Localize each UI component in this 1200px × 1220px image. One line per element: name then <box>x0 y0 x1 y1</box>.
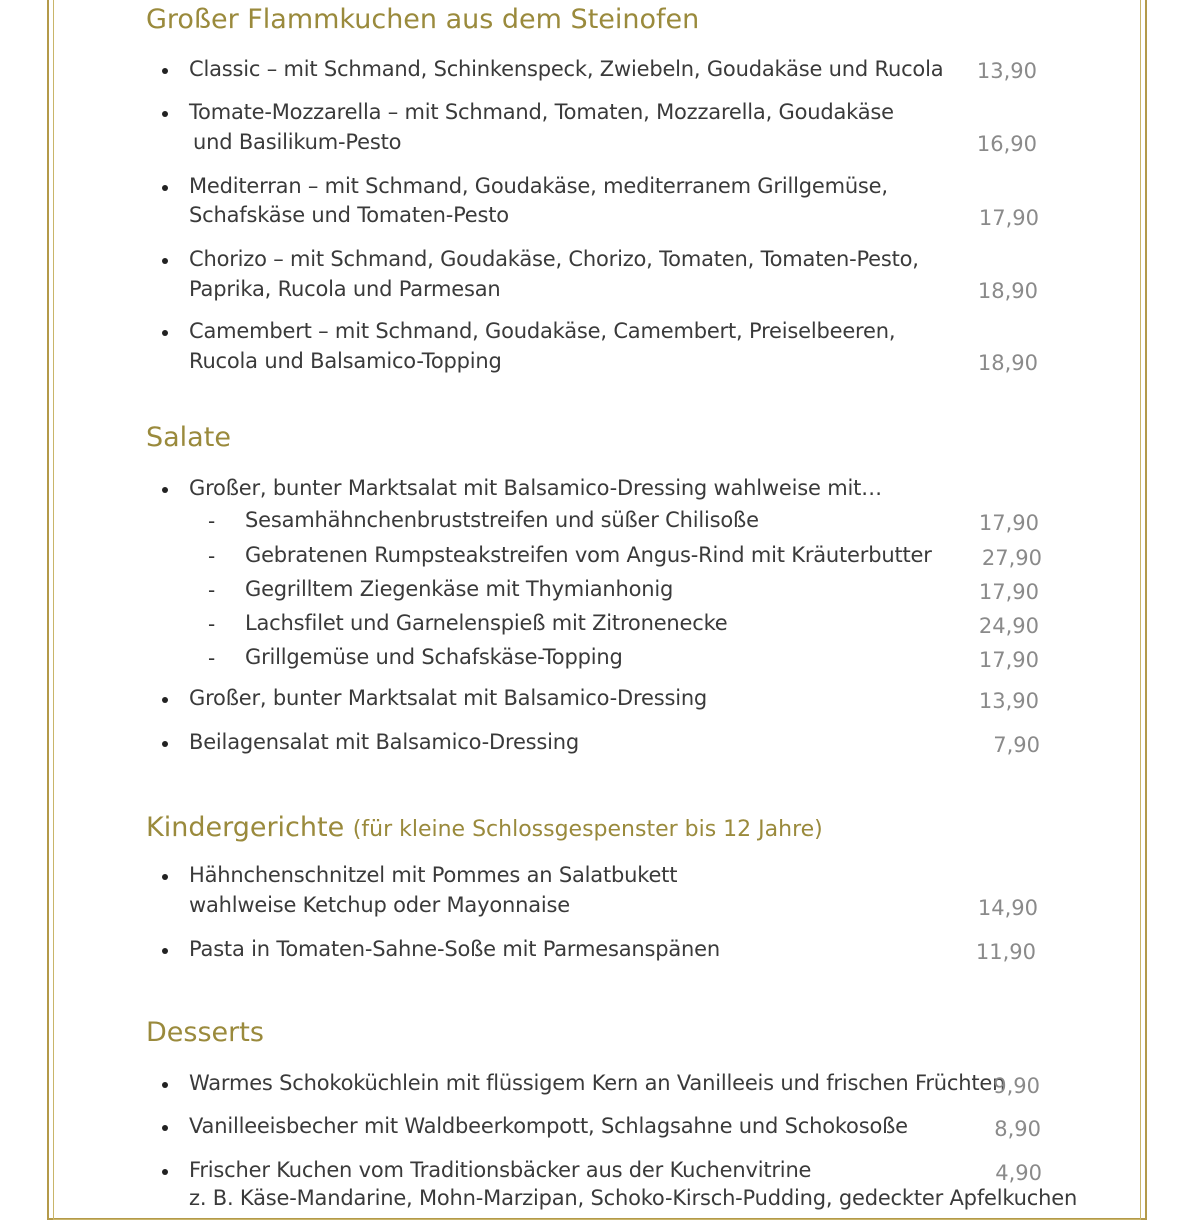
price-schokokuechlein: 9,90 <box>993 1074 1040 1098</box>
price-rumpsteak: 27,90 <box>981 546 1042 570</box>
price-lachsfilet: 24,90 <box>978 614 1039 638</box>
menu-item-vanilleeisbecher: Vanilleeisbecher mit Waldbeerkompott, Schlagsahne und Schokosoße <box>189 1114 908 1138</box>
bullet-icon <box>162 1082 168 1088</box>
bullet-icon <box>162 258 168 264</box>
menu-item-camembert: Camembert – mit Schmand, Goudakäse, Camembert, Preiselbeeren, <box>189 319 896 343</box>
bullet-icon <box>162 741 168 747</box>
menu-item-kuchen-cont: z. B. Käse-Mandarine, Mohn-Marzipan, Schoko-Kirsch-Pudding, gedeckter Apfelkuchen <box>189 1186 1078 1210</box>
menu-item-pasta: Pasta in Tomaten-Sahne-Soße mit Parmesanspänen <box>189 937 720 961</box>
section-heading-salate: Salate <box>146 422 231 453</box>
menu-item-kuchen: Frischer Kuchen vom Traditionsbäcker aus der Kuchenvitrine <box>189 1158 812 1182</box>
section-heading-flammkuchen: Großer Flammkuchen aus dem Steinofen <box>146 4 700 35</box>
menu-item-marktsalat: Großer, bunter Marktsalat mit Balsamico-Dressing <box>189 686 708 710</box>
dash-icon: - <box>208 578 216 602</box>
salad-option-rumpsteak: Gebratenen Rumpsteakstreifen vom Angus-Rind mit Kräuterbutter <box>245 543 932 567</box>
menu-item-marktsalat-wahlweise: Großer, bunter Marktsalat mit Balsamico-Dressing wahlweise mit… <box>189 476 882 500</box>
salad-option-sesamhaehnchen: Sesamhähnchenbruststreifen und süßer Chilisoße <box>245 508 759 532</box>
price-vanilleeisbecher: 8,90 <box>994 1117 1041 1141</box>
price-mediterran: 17,90 <box>978 206 1039 230</box>
dash-icon: - <box>208 509 216 533</box>
menu-item-classic: Classic – mit Schmand, Schinkenspeck, Zwiebeln, Goudakäse und Rucola <box>189 57 944 81</box>
dash-icon: - <box>208 612 216 636</box>
menu-item-beilagensalat: Beilagensalat mit Balsamico-Dressing <box>189 730 580 754</box>
bullet-icon <box>162 1125 168 1131</box>
price-tomate-mozzarella: 16,90 <box>976 132 1037 156</box>
price-beilagensalat: 7,90 <box>993 733 1040 757</box>
price-ziegenkaese: 17,90 <box>978 580 1039 604</box>
menu-item-haehnchenschnitzel-cont: wahlweise Ketchup oder Mayonnaise <box>189 893 570 917</box>
menu-item-camembert-cont: Rucola und Balsamico-Topping <box>189 349 502 373</box>
section-heading-kinder <box>146 812 823 843</box>
price-pasta: 11,90 <box>975 940 1036 964</box>
salad-option-lachsfilet: Lachsfilet und Garnelenspieß mit Zitronenecke <box>245 611 728 635</box>
salad-option-grillgemuese: Grillgemüse und Schafskäse-Topping <box>245 645 623 669</box>
price-chorizo: 18,90 <box>977 279 1038 303</box>
price-kuchen: 4,90 <box>995 1161 1042 1185</box>
bullet-icon <box>162 874 168 880</box>
menu-item-mediterran-cont: Schafskäse und Tomaten-Pesto <box>189 203 509 227</box>
section-title-kinder: Kindergerichte <box>146 812 345 843</box>
menu-item-mediterran: Mediterran – mit Schmand, Goudakäse, mediterranem Grillgemüse, <box>189 174 888 198</box>
menu-item-tomate-mozzarella: Tomate-Mozzarella – mit Schmand, Tomaten, Mozzarella, Goudakäse <box>189 100 894 124</box>
bullet-icon <box>162 487 168 493</box>
bullet-icon <box>162 111 168 117</box>
dash-icon: - <box>208 544 216 568</box>
menu-item-haehnchenschnitzel: Hähnchenschnitzel mit Pommes an Salatbukett <box>189 863 678 887</box>
bullet-icon <box>162 185 168 191</box>
price-marktsalat: 13,90 <box>978 689 1039 713</box>
price-sesamhaehnchen: 17,90 <box>978 511 1039 535</box>
section-subtitle-kinder: (für kleine Schlossgespenster bis 12 Jahre) <box>352 817 823 842</box>
menu-item-schokokuechlein: Warmes Schokoküchlein mit flüssigem Kern an Vanilleeis und frischen Früchten <box>189 1071 1006 1095</box>
bullet-icon <box>162 697 168 703</box>
price-haehnchenschnitzel: 14,90 <box>977 896 1038 920</box>
bullet-icon <box>162 330 168 336</box>
section-heading-desserts: Desserts <box>146 1017 264 1048</box>
price-camembert: 18,90 <box>977 351 1038 375</box>
bullet-icon <box>162 68 168 74</box>
price-grillgemuese: 17,90 <box>978 648 1039 672</box>
bullet-icon <box>162 948 168 954</box>
salad-option-ziegenkaese: Gegrilltem Ziegenkäse mit Thymianhonig <box>245 577 674 601</box>
menu-item-tomate-mozzarella-cont: und Basilikum-Pesto <box>193 130 402 154</box>
price-classic: 13,90 <box>976 59 1037 83</box>
menu-item-chorizo: Chorizo – mit Schmand, Goudakäse, Chorizo, Tomaten, Tomaten-Pesto, <box>189 247 919 271</box>
menu-item-chorizo-cont: Paprika, Rucola und Parmesan <box>189 277 501 301</box>
bullet-icon <box>162 1169 168 1175</box>
dash-icon: - <box>208 646 216 670</box>
